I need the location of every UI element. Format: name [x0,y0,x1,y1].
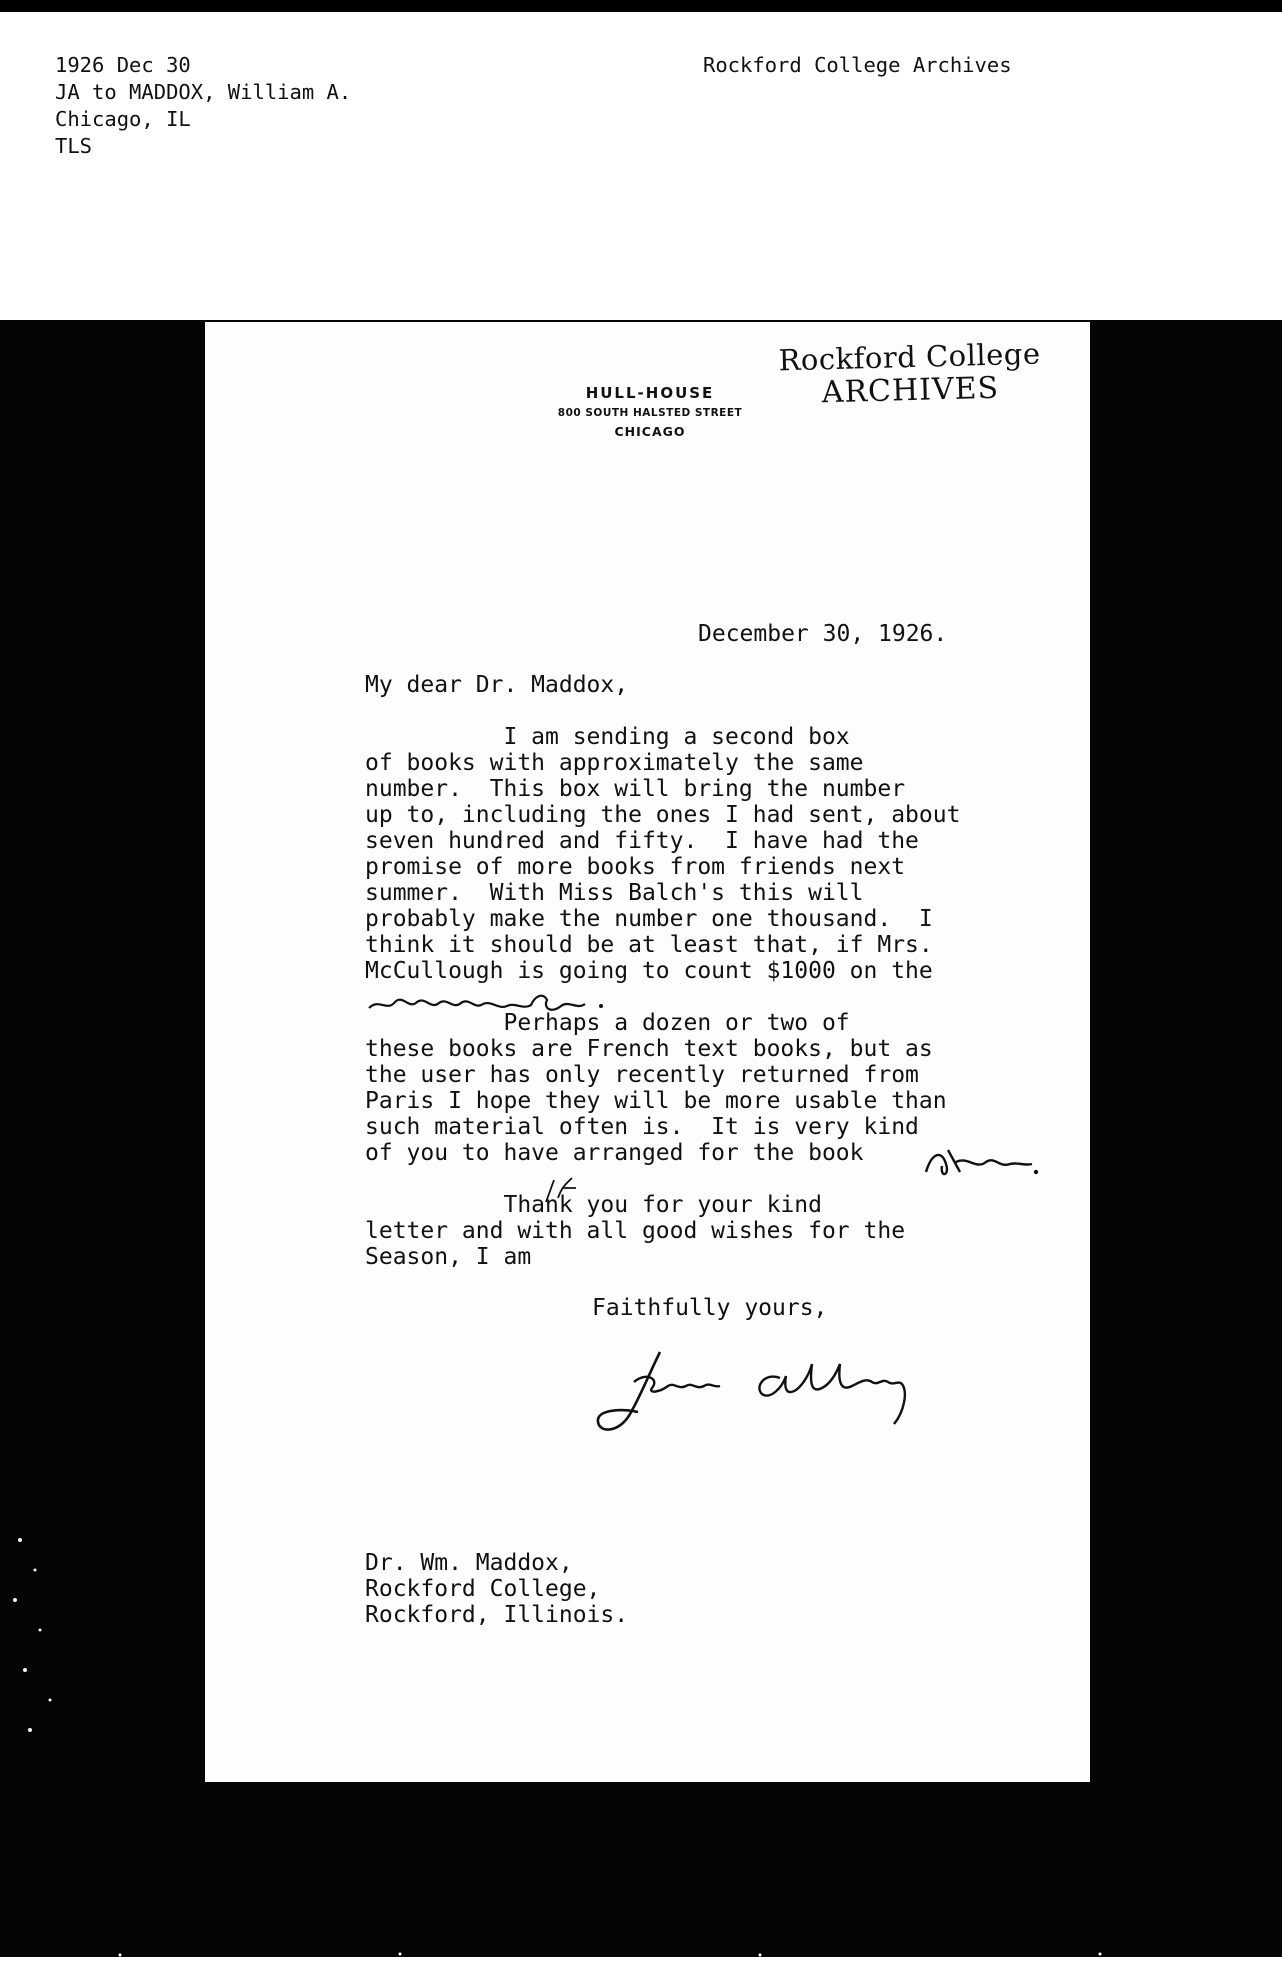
letter-page [205,322,1090,1782]
letterhead-name: HULL-HOUSE [585,384,715,402]
archive-title: Rockford College Archives [703,53,1012,77]
stamp-line-1: Rockford College [778,336,1041,378]
top-border [0,0,1282,12]
paragraph-3: Thank you for your kind letter and with all good wishes for the Season, I am [365,1192,906,1270]
letterhead-city: CHICAGO [614,424,686,439]
catalog-place: Chicago, IL [55,107,191,131]
catalog-header [55,52,351,160]
bottom-scan-noise [0,1945,1282,1962]
signature [590,1342,930,1442]
catalog-correspondents: JA to MADDOX, William A. [55,80,352,104]
recipient-address: Dr. Wm. Maddox, Rockford College, Rockford, Illinois. [365,1550,629,1628]
letterhead-street: 800 SOUTH HALSTED STREET [557,407,743,419]
salutation: My dear Dr. Maddox, [365,672,629,698]
letterhead [545,382,755,442]
archive-stamp [764,336,1056,412]
letter-date: December 30, 1926. [698,621,948,647]
handwritten-gift-annotation [920,1142,1040,1182]
paragraph-1: I am sending a second box of books with approximately the same number. This box will bring the number up to, including the ones I had sent, about seven hundred and fifty. I have had the promise of more books from friends next summer. With Miss Balch's this will probably make the number one thousand. I think it should be at least that, if Mrs. McCullough is going to count $1000 on the [365,724,961,984]
scan-noise [0,1510,70,1760]
catalog-date: 1926 Dec 30 [55,53,191,77]
closing: Faithfully yours, [592,1295,828,1321]
stamp-line-2: ARCHIVES [821,370,1000,411]
catalog-type: TLS [55,134,93,158]
paragraph-2: Perhaps a dozen or two of these books are French text books, but as the user has only recently returned from Paris I hope they will be more usable than such material often is. It is very kind of you to have arranged for the book [365,1010,947,1166]
